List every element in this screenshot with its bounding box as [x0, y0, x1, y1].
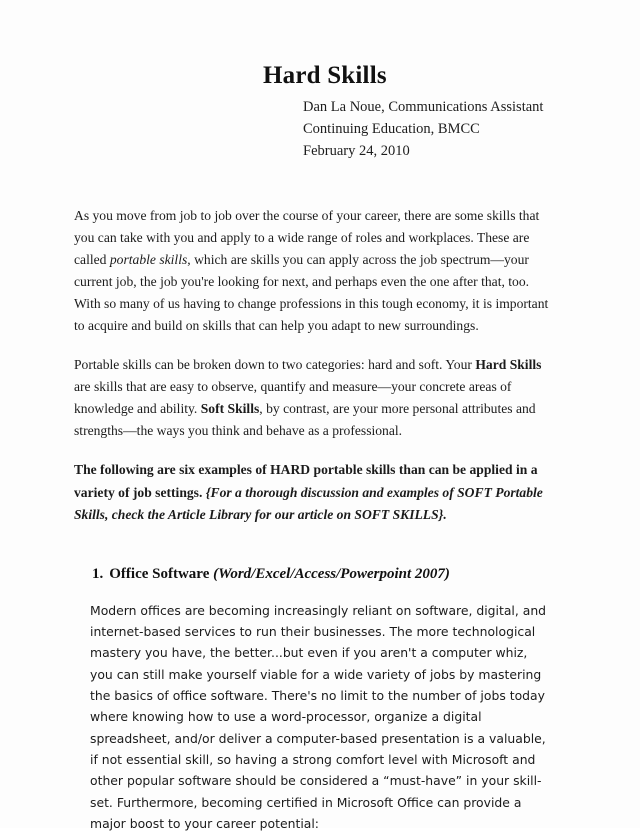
emphasis-text-part-1: The following are six examples of HARD portable skills than can be applied in a variety of job settings. — [74, 461, 538, 500]
intro-italic-portable-skills: portable skills — [109, 251, 188, 267]
document-header — [0, 0, 640, 162]
paragraph-intro — [74, 205, 556, 337]
page-title: Hard Skills — [263, 62, 387, 89]
byline-department: Continuing Education, BMCC — [303, 120, 480, 137]
paragraph-categories — [74, 354, 556, 442]
categories-bold-soft-skills: Soft Skills — [200, 400, 260, 416]
section-heading-software-list: (Word/Excel/Access/Powerpoint 2007) — [213, 566, 450, 583]
document-body — [74, 205, 556, 528]
categories-text-part-1: Portable skills can be broken down to two categories: hard and soft. Your — [74, 356, 476, 372]
categories-text-part-3: , by contrast, are your more personal attributes and strengths—the ways you think and behave as a professional. — [74, 400, 536, 438]
categories-text-part-2: are skills that are easy to observe, quantify and measure—your concrete areas of knowledge and ability. — [74, 378, 512, 416]
emphasis-bold-italic-note: {For a thorough discussion and examples of SOFT Portable Skills, check the Article Library for our article on SOFT SKILLS}. — [74, 484, 543, 523]
paragraph-emphasis — [74, 459, 556, 527]
section-body-office-software: Modern offices are becoming increasingly reliant on software, digital, and internet-based services to run their businesses. The more technological mastery you have, the better...but even if you aren't a computer whiz, you can still make yourself viable for a wide variety of jobs by mastering the basics of office software. There's no limit to the number of jobs today where knowing how to use a word-processor, organize a digital spreadsheet, and/or deliver a computer-based presentation is a valuable, if not essential skill, so having a strong comfort level with Microsoft and other popular software should be considered a “must-have” in your skill-set. Furthermore, becoming certified in Microsoft Office can provide a major boost to your career potential: — [90, 602, 547, 832]
intro-text-part-1: As you move from job to job over the course of your career, there are some skills that you can take with you and apply to a wide range of roles and workplaces. These are called — [74, 207, 540, 267]
intro-text-part-2: , which are skills you can apply across the job spectrum—your current job, the job you're looking for next, and perhaps even the one after that, too. With so many of us having to change professions in this tough economy, it is important to acquire and build on skills that can help you adapt to new surroundings. — [74, 251, 549, 333]
categories-bold-hard-skills: Hard Skills — [475, 356, 542, 372]
byline-block — [303, 96, 640, 162]
byline-author: Dan La Noue, Communications Assistant — [303, 98, 544, 115]
section-number: 1. — [92, 566, 104, 583]
section-heading-office-software — [92, 565, 640, 585]
section-heading-label: Office Software — [109, 566, 210, 583]
byline-date: February 24, 2010 — [303, 142, 410, 159]
